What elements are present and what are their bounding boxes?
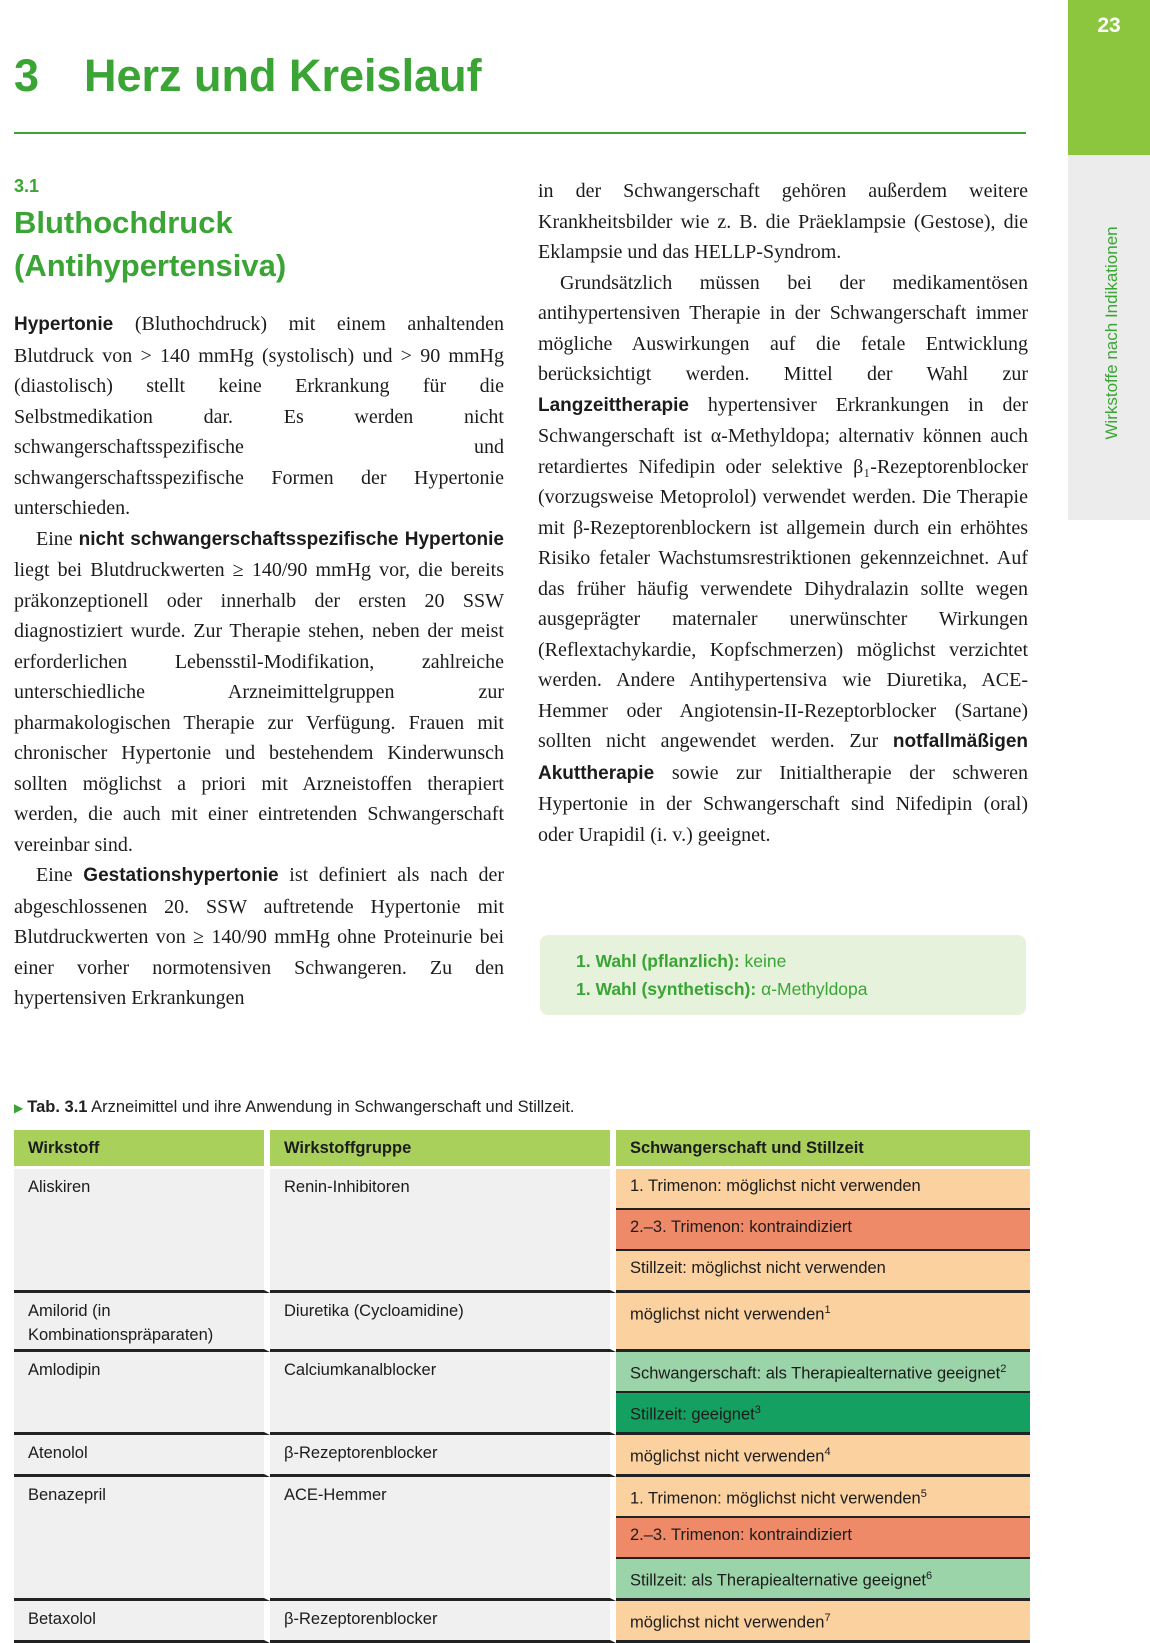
table-header-row: [14, 1130, 1030, 1169]
cell-wirkstoff: Benazepril: [14, 1477, 270, 1601]
paragraph: Hypertonie (Bluthochdruck) mit einem anhaltenden Blutdruck von > 140 mmHg (systolisch) und > 90 mmHg (diastolisch) stellt keine Erkrankung für die Selbstmedikation dar. Es werden nicht schwangerschaftsspezifische und schwangerschaftsspezifische Formen der Hypertonie unterschieden.: [14, 313, 504, 519]
header-wirkstoffgruppe: Wirkstoffgruppe: [270, 1130, 616, 1169]
cell-wirkstoffgruppe: Calciumkanalblocker: [270, 1352, 616, 1435]
cell-wirkstoffgruppe: ACE-Hemmer: [270, 1477, 616, 1601]
status-text: 2.–3. Trimenon: kontraindiziert: [630, 1526, 852, 1544]
paragraph: in der Schwangerschaft gehören außerdem weitere Krankheitsbilder wie z. B. die Präeklampsie (Gestose), die Eklampsie und das HELLP-Syndrom.: [538, 180, 1028, 263]
paragraph: Grundsätzlich müssen bei der medikamentösen antihypertensiven Therapie in der Schwangerschaft immer mögliche Auswirkungen auf die fetale Entwicklung berücksichtigt werden. Mittel der Wahl zur Langzeittherapie hypertensiver Erkrankungen in der Schwangerschaft ist α-Methyldopa; alternativ können auch retardiertes Nifedipin oder selektive β₁-Rezeptorenblocker (vorzugsweise Metoprolol) verwendet werden. Die Therapie mit β-Rezeptorenblockern ist allgemein durch ein erhöhtes Risiko fetaler Wachstumsrestriktionen gekennzeichnet. Auf das früher häufig verwendete Dihydralazin sollte wegen ausgeprägter maternaler unerwünschter Wirkungen (Reflextachykardie, Kopfschmerzen) möglichst verzichtet werden. Andere Antihypertensiva wie Diuretika, ACE-Hemmer oder Angiotensin-II-Rezeptorblocker (Sartane) sollten nicht angewendet werden. Zur notfallmäßigen Akuttherapie sowie zur Initialtherapie der schweren Hypertonie in der Schwangerschaft sind Nifedipin (oral) oder Urapidil (i. v.) geeignet.: [538, 271, 1028, 846]
cell-status: [616, 1293, 1030, 1352]
page-number: 23: [1097, 14, 1121, 37]
table-row: [14, 1601, 1030, 1643]
cell-status: [616, 1169, 1030, 1210]
status-text: möglichst nicht verwenden: [630, 1305, 825, 1324]
status-text: 1. Trimenon: möglichst nicht verwenden: [630, 1177, 921, 1195]
header-wirkstoff: Wirkstoff: [14, 1130, 270, 1169]
status-text: 1. Trimenon: möglichst nicht verwenden: [630, 1489, 921, 1508]
chapter-tab: [1068, 0, 1150, 155]
paragraph: Eine nicht schwangerschaftsspezifische Hypertonie liegt bei Blutdruckwerten ≥ 140/90 mmHg vor, die bereits präkonzeptionell oder innerhalb der ersten 20 SSW diagnostiziert wurde. Zur Therapie stehen, neben der meist erforderlichen Lebensstil-Modifikation, zahlreiche unterschiedliche Arzneimittelgruppen zur pharmakologischen Therapie zur Verfügung. Frauen mit chronischer Hypertonie und bestehendem Kinderwunsch sollten möglichst a priori mit Arzneistoffen therapiert werden, die auch mit einer eintretenden Schwangerschaft vereinbar sind.: [14, 527, 504, 856]
cell-status: [616, 1518, 1030, 1559]
status-text: Stillzeit: geeignet: [630, 1405, 755, 1424]
footnote-marker: 5: [920, 1488, 927, 1500]
table-row: [14, 1477, 1030, 1518]
right-column: [538, 176, 1028, 850]
cell-status: [616, 1559, 1030, 1601]
cell-wirkstoff: Aliskiren: [14, 1169, 270, 1293]
cell-wirkstoffgruppe: β-Rezeptorenblocker: [270, 1435, 616, 1477]
cell-wirkstoff: Amilorid (in Kombinationspräparaten): [14, 1293, 270, 1352]
cell-wirkstoff: Betaxolol: [14, 1601, 270, 1643]
table-row: [14, 1435, 1030, 1477]
section-title: Bluthochdruck (Antihypertensiva): [14, 205, 287, 283]
cell-status: [616, 1435, 1030, 1477]
paragraph: Eine Gestationshypertonie ist definiert als nach der abgeschlossenen 20. SSW auftretende Hypertonie mit Blutdruckwerten von ≥ 140/90 mmHg ohne Proteinurie bei einer vorher normotensiven Schwangeren. Zu den hypertensiven Erkrankungen: [14, 864, 504, 1009]
cell-wirkstoff: Atenolol: [14, 1435, 270, 1477]
footnote-marker: 4: [824, 1446, 831, 1458]
footnote-marker: 7: [824, 1612, 831, 1624]
footnote-marker: 1: [824, 1304, 831, 1316]
status-text: möglichst nicht verwenden: [630, 1613, 825, 1632]
chapter-title: Herz und Kreislauf: [84, 50, 482, 101]
section-number: 3.1: [14, 176, 40, 196]
footnote-marker: 3: [754, 1404, 761, 1416]
header-schwangerschaft: Schwangerschaft und Stillzeit: [616, 1130, 1030, 1169]
recommendation-line: 1. Wahl (pflanzlich): keine: [576, 951, 787, 971]
chapter-heading: [14, 50, 482, 102]
footnote-marker: 2: [1000, 1363, 1007, 1375]
table-row: [14, 1352, 1030, 1393]
table-row: [14, 1169, 1030, 1210]
chapter-number: 3: [14, 50, 40, 101]
cell-wirkstoffgruppe: Diuretika (Cycloamidine): [270, 1293, 616, 1352]
cell-status: [616, 1393, 1030, 1435]
left-column: [14, 309, 504, 1014]
cell-wirkstoffgruppe: Renin-Inhibitoren: [270, 1169, 616, 1293]
drug-table: [14, 1130, 1030, 1643]
cell-status: [616, 1251, 1030, 1293]
recommendation-box: [540, 935, 1026, 1015]
footnote-marker: 6: [925, 1570, 933, 1582]
cell-wirkstoff: Amlodipin: [14, 1352, 270, 1435]
cell-status: [616, 1210, 1030, 1251]
side-label: Wirkstoffe nach Indikationen: [1102, 226, 1121, 440]
table-row: [14, 1293, 1030, 1352]
cell-status: [616, 1352, 1030, 1393]
cell-status: [616, 1601, 1030, 1643]
status-text: 2.–3. Trimenon: kontraindiziert: [630, 1218, 852, 1236]
recommendation-line: 1. Wahl (synthetisch): α-Methyldopa: [576, 979, 868, 999]
table-caption: ▶ Tab. 3.1 Arzneimittel und ihre Anwendung in Schwangerschaft und Stillzeit.: [14, 1098, 575, 1116]
cell-status: [616, 1477, 1030, 1518]
caption-arrow-icon: ▶: [14, 1101, 24, 1115]
cell-wirkstoffgruppe: β-Rezeptorenblocker: [270, 1601, 616, 1643]
chapter-rule: [14, 132, 1026, 134]
status-text: Stillzeit: als Therapiealternative geeignet: [630, 1571, 926, 1590]
status-text: möglichst nicht verwenden: [630, 1447, 825, 1466]
status-text: Stillzeit: möglichst nicht verwenden: [630, 1259, 886, 1277]
table-body: [14, 1169, 1030, 1643]
status-text: Schwangerschaft: als Therapiealternative geeignet: [630, 1364, 1001, 1383]
